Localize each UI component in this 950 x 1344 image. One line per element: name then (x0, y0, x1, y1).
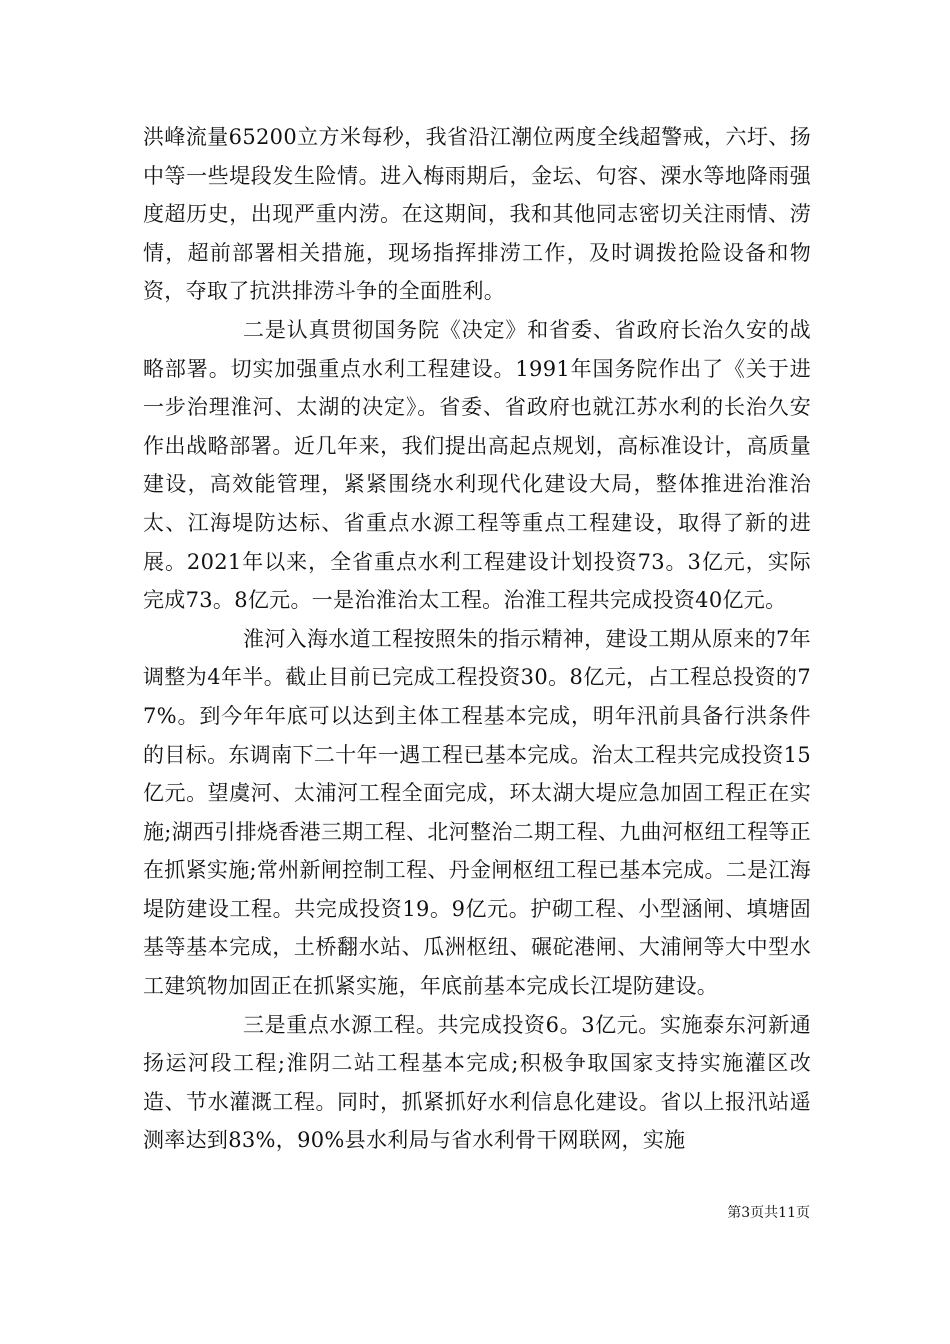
paragraph-2: 二是认真贯彻国务院《决定》和省委、省政府长治久安的战略部署。切实加强重点水利工程建设。1991年国务院作出了《关于进一步治理淮河、太湖的决定》。省委、省政府也就江苏水利的长治久安作出战略部署。近几年来，我们提出高起点规划，高标准设计，高质量建设，高效能管理，紧紧围绕水利现代化建设大局，整体推进治淮治太、江海堤防达标、省重点水源工程等重点工程建设，取得了新的进展。2021年以来，全省重点水利工程建设计划投资73。3亿元，实际完成73。8亿元。一是治淮治太工程。治淮工程共完成投资40亿元。 (143, 317, 811, 613)
paragraph-1: 洪峰流量65200立方米每秒，我省沿江潮位两度全线超警戒，六圩、扬中等一些堤段发生险情。进入梅雨期后，金坛、句容、溧水等地降雨强度超历史，出现严重内涝。在这期间，我和其他同志密切关注雨情、涝情，超前部署相关措施，现场指挥排涝工作，及时调拨抢险设备和物资，夺取了抗洪排涝斗争的全面胜利。 (143, 125, 811, 304)
paragraph-3: 淮河入海水道工程按照朱的指示精神，建设工期从原来的7年调整为4年半。截止目前已完成工程投资30。8亿元，占工程总投资的77%。到今年年底可以达到主体工程基本完成，明年汛前具备行洪条件的目标。东调南下二十年一遇工程已基本完成。治太工程共完成投资15亿元。望虞河、太浦河工程全面完成，环太湖大堤应急加固工程正在实施;湖西引排烧香港三期工程、北河整治二期工程、九曲河枢纽工程等正在抓紧实施;常州新闸控制工程、丹金闸枢纽工程已基本完成。二是江海堤防建设工程。共完成投资19。9亿元。护砌工程、小型涵闸、填塘固基等基本完成，土桥翻水站、瓜洲枢纽、碾砣港闸、大浦闸等大中型水工建筑物加固正在抓紧实施，年底前基本完成长江堤防建设。 (143, 626, 811, 999)
body-text (143, 118, 811, 1160)
page-number-footer: 第3页共11页 (727, 1205, 810, 1221)
paragraph-4: 三是重点水源工程。共完成投资6。3亿元。实施泰东河新通扬运河段工程;淮阴二站工程基本完成;积极争取国家支持实施灌区改造、节水灌溉工程。同时，抓紧抓好水利信息化建设。省以上报汛站遥测率达到83%，90%县水利局与省水利骨干网联网，实施 (143, 1012, 811, 1153)
